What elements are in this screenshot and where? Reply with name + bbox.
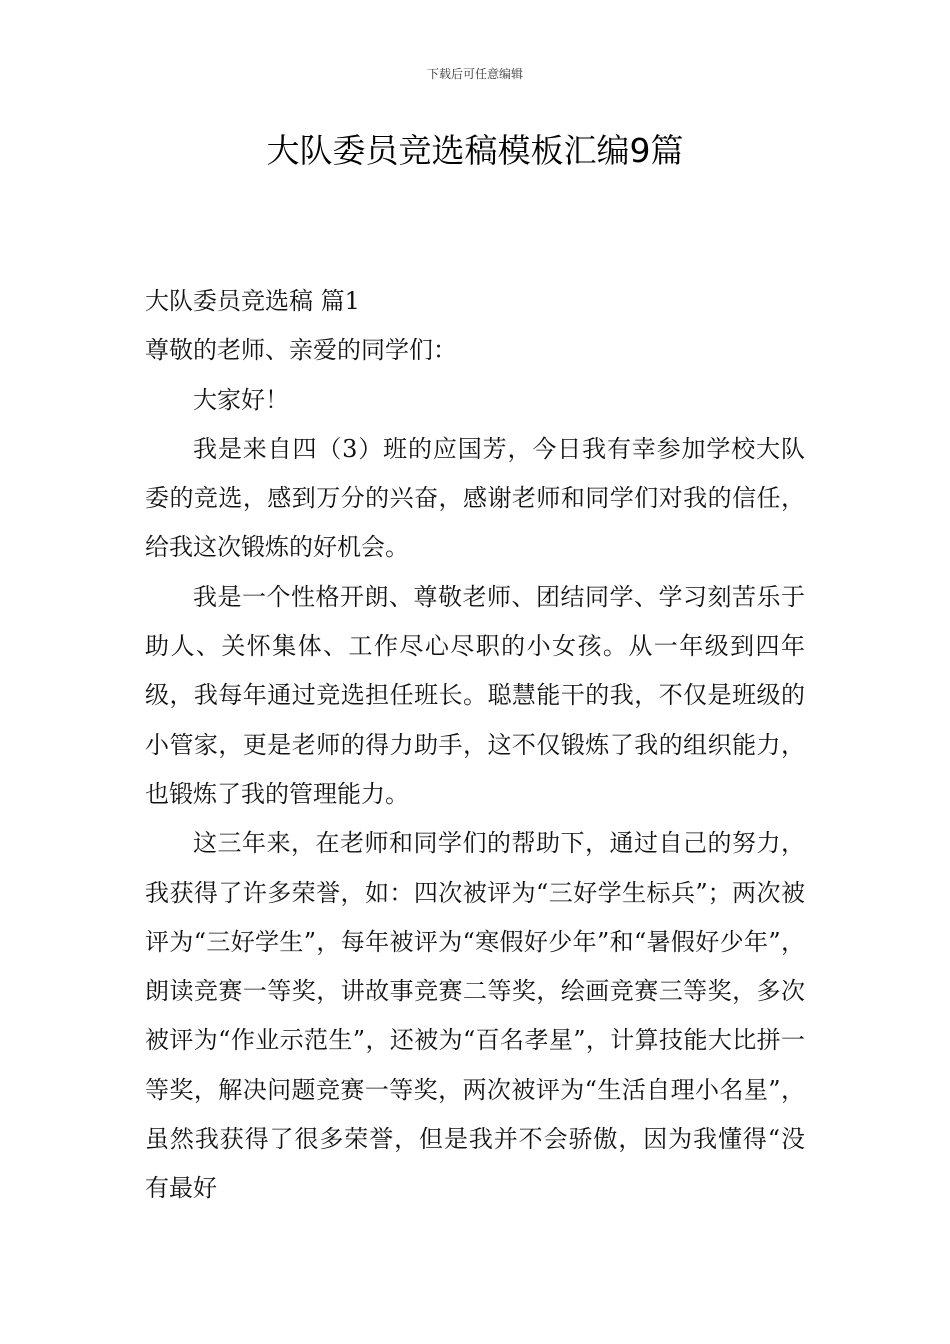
- body-paragraph-3: 这三年来，在老师和同学们的帮助下，通过自己的努力，我获得了许多荣誉，如：四次被评为“三好学生标兵”；两次被评为“三好学生”，每年被评为“寒假好少年”和“暑假好少年”，朗读竞赛一等奖，讲故事竞赛二等奖，绘画竞赛三等奖，多次被评为“作业示范生”，还被为“百名孝星”，计算技能大比拼一等奖，解决问题竞赛一等奖，两次被评为“生活自理小名星”，虽然我获得了很多荣誉，但是我并不会骄傲，因为我懂得“没有最好: [145, 829, 805, 1203]
- document-title: 大队委员竞选稿模板汇编9篇: [266, 131, 684, 170]
- body-paragraph-2: 我是一个性格开朗、尊敬老师、团结同学、学习刻苦乐于助人、关怀集体、工作尽心尽职的小女孩。从一年级到四年级，我每年通过竞选担任班长。聪慧能干的我，不仅是班级的小管家，更是老师的得力助手，这不仅锻炼了我的组织能力，也锻炼了我的管理能力。: [145, 582, 805, 808]
- body-paragraph-1: 我是来自四（3）班的应国芳，今日我有幸参加学校大队委的竞选，感到万分的兴奋，感谢老师和同学们对我的信任，给我这次锻炼的好机会。: [145, 434, 805, 562]
- salutation: 尊敬的老师、亲爱的同学们：: [145, 336, 457, 365]
- document-body: [145, 277, 805, 1214]
- greeting: 大家好！: [193, 385, 289, 414]
- section-heading: 大队委员竞选稿 篇1: [145, 287, 360, 315]
- page-header-note: 下载后可任意编辑: [426, 67, 523, 81]
